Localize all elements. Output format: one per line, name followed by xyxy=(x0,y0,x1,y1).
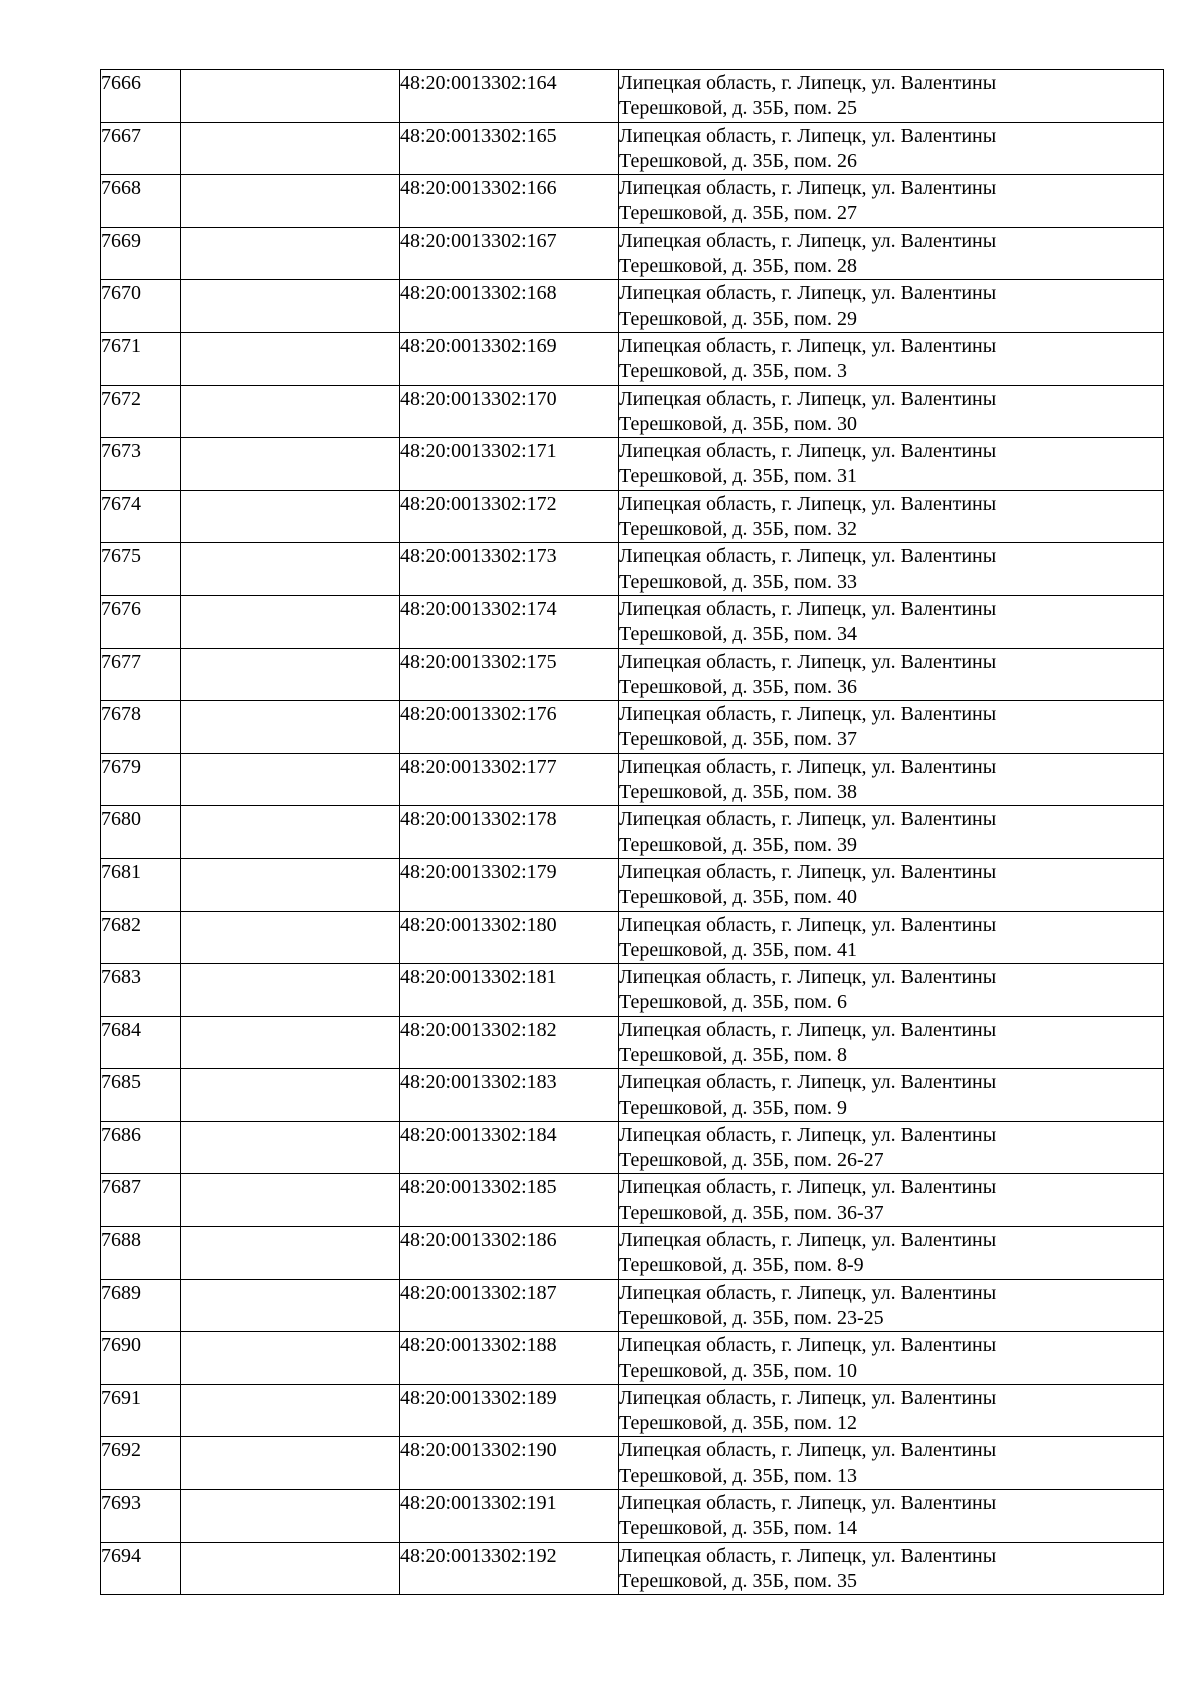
row-number-cell xyxy=(101,70,181,123)
address-line-2: Терешковой, д. 35Б, пом. 8-9 xyxy=(619,1254,864,1277)
cadastral-number-cell xyxy=(400,1490,619,1543)
registry-table-body xyxy=(101,70,1164,1595)
empty-cell xyxy=(181,385,400,438)
cadastral-number-cell xyxy=(400,1542,619,1595)
empty-cell xyxy=(181,1542,400,1595)
address-line-2: Терешковой, д. 35Б, пом. 36 xyxy=(619,675,857,698)
cadastral-number-cell xyxy=(400,70,619,123)
cadastral-number-cell xyxy=(400,1279,619,1332)
empty-cell xyxy=(181,280,400,333)
table-row xyxy=(101,753,1164,806)
empty-cell xyxy=(181,753,400,806)
address-line-1: Липецкая область, г. Липецк, ул. Валентины xyxy=(619,387,997,410)
row-number: 7672 xyxy=(101,387,141,410)
cadastral-number-cell xyxy=(400,438,619,491)
address-line-1: Липецкая область, г. Липецк, ул. Валентины xyxy=(619,229,997,252)
address-line-2: Терешковой, д. 35Б, пом. 6 xyxy=(619,991,847,1014)
row-number: 7676 xyxy=(101,597,141,620)
cadastral-number: 48:20:0013302:167 xyxy=(400,229,557,252)
cadastral-number-cell xyxy=(400,753,619,806)
address-cell xyxy=(619,1490,1164,1543)
table-row xyxy=(101,595,1164,648)
row-number-cell xyxy=(101,595,181,648)
table-row xyxy=(101,858,1164,911)
row-number-cell xyxy=(101,543,181,596)
row-number-cell xyxy=(101,648,181,701)
cadastral-number-cell xyxy=(400,1437,619,1490)
table-row xyxy=(101,1016,1164,1069)
row-number: 7669 xyxy=(101,229,141,252)
address-line-1: Липецкая область, г. Липецк, ул. Валентины xyxy=(619,1492,997,1515)
cadastral-number: 48:20:0013302:190 xyxy=(400,1439,557,1462)
empty-cell xyxy=(181,1384,400,1437)
row-number-cell xyxy=(101,280,181,333)
address-cell xyxy=(619,1227,1164,1280)
table-row xyxy=(101,911,1164,964)
row-number: 7671 xyxy=(101,334,141,357)
row-number-cell xyxy=(101,332,181,385)
empty-cell xyxy=(181,122,400,175)
address-line-1: Липецкая область, г. Липецк, ул. Валентины xyxy=(619,545,997,568)
row-number: 7683 xyxy=(101,966,141,989)
row-number-cell xyxy=(101,175,181,228)
address-line-2: Терешковой, д. 35Б, пом. 41 xyxy=(619,938,857,961)
cadastral-number-cell xyxy=(400,227,619,280)
cadastral-number: 48:20:0013302:179 xyxy=(400,860,557,883)
cadastral-number-cell xyxy=(400,1121,619,1174)
address-cell xyxy=(619,175,1164,228)
address-line-2: Терешковой, д. 35Б, пом. 30 xyxy=(619,412,857,435)
address-line-2: Терешковой, д. 35Б, пом. 35 xyxy=(619,1569,857,1592)
cadastral-number: 48:20:0013302:166 xyxy=(400,177,557,200)
address-line-2: Терешковой, д. 35Б, пом. 26 xyxy=(619,149,857,172)
empty-cell xyxy=(181,701,400,754)
row-number: 7687 xyxy=(101,1176,141,1199)
address-line-1: Липецкая область, г. Липецк, ул. Валентины xyxy=(619,808,997,831)
address-line-2: Терешковой, д. 35Б, пом. 26-27 xyxy=(619,1149,884,1172)
address-line-1: Липецкая область, г. Липецк, ул. Валентины xyxy=(619,1123,997,1146)
table-row xyxy=(101,1121,1164,1174)
address-cell xyxy=(619,1069,1164,1122)
address-cell xyxy=(619,122,1164,175)
table-row xyxy=(101,1332,1164,1385)
cadastral-number-cell xyxy=(400,122,619,175)
address-line-1: Липецкая область, г. Липецк, ул. Валентины xyxy=(619,860,997,883)
address-line-2: Терешковой, д. 35Б, пом. 34 xyxy=(619,623,857,646)
empty-cell xyxy=(181,1227,400,1280)
row-number-cell xyxy=(101,1437,181,1490)
table-row xyxy=(101,1490,1164,1543)
cadastral-number: 48:20:0013302:172 xyxy=(400,492,557,515)
cadastral-number: 48:20:0013302:185 xyxy=(400,1176,557,1199)
row-number-cell xyxy=(101,1227,181,1280)
address-line-1: Липецкая область, г. Липецк, ул. Валентины xyxy=(619,1229,997,1252)
empty-cell xyxy=(181,227,400,280)
row-number-cell xyxy=(101,490,181,543)
address-line-2: Терешковой, д. 35Б, пом. 25 xyxy=(619,97,857,120)
address-cell xyxy=(619,1279,1164,1332)
address-line-2: Терешковой, д. 35Б, пом. 8 xyxy=(619,1043,847,1066)
table-row xyxy=(101,122,1164,175)
table-row xyxy=(101,280,1164,333)
empty-cell xyxy=(181,595,400,648)
empty-cell xyxy=(181,332,400,385)
cadastral-number-cell xyxy=(400,1332,619,1385)
row-number: 7691 xyxy=(101,1386,141,1409)
cadastral-number: 48:20:0013302:164 xyxy=(400,72,557,94)
address-cell xyxy=(619,1384,1164,1437)
empty-cell xyxy=(181,1121,400,1174)
address-line-1: Липецкая область, г. Липецк, ул. Валентины xyxy=(619,1018,997,1041)
cadastral-number-cell xyxy=(400,806,619,859)
row-number-cell xyxy=(101,1279,181,1332)
address-line-2: Терешковой, д. 35Б, пом. 9 xyxy=(619,1096,847,1119)
address-line-2: Терешковой, д. 35Б, пом. 31 xyxy=(619,465,857,488)
empty-cell xyxy=(181,648,400,701)
address-line-1: Липецкая область, г. Липецк, ул. Валентины xyxy=(619,124,997,147)
empty-cell xyxy=(181,543,400,596)
row-number: 7685 xyxy=(101,1071,141,1094)
row-number-cell xyxy=(101,806,181,859)
address-line-1: Липецкая область, г. Липецк, ул. Валентины xyxy=(619,755,997,778)
table-row xyxy=(101,1174,1164,1227)
address-cell xyxy=(619,911,1164,964)
cadastral-number: 48:20:0013302:192 xyxy=(400,1544,557,1567)
table-row xyxy=(101,70,1164,123)
empty-cell xyxy=(181,858,400,911)
cadastral-number: 48:20:0013302:181 xyxy=(400,966,557,989)
address-cell xyxy=(619,490,1164,543)
row-number: 7688 xyxy=(101,1229,141,1252)
address-cell xyxy=(619,1121,1164,1174)
row-number: 7666 xyxy=(101,72,141,94)
address-cell xyxy=(619,1016,1164,1069)
empty-cell xyxy=(181,1332,400,1385)
address-cell xyxy=(619,964,1164,1017)
address-line-2: Терешковой, д. 35Б, пом. 39 xyxy=(619,833,857,856)
empty-cell xyxy=(181,438,400,491)
table-row xyxy=(101,1437,1164,1490)
row-number: 7689 xyxy=(101,1281,141,1304)
cadastral-number-cell xyxy=(400,543,619,596)
empty-cell xyxy=(181,1490,400,1543)
table-row xyxy=(101,175,1164,228)
address-line-2: Терешковой, д. 35Б, пом. 28 xyxy=(619,255,857,278)
row-number-cell xyxy=(101,1069,181,1122)
table-row xyxy=(101,385,1164,438)
address-line-2: Терешковой, д. 35Б, пом. 29 xyxy=(619,307,857,330)
table-row xyxy=(101,1069,1164,1122)
address-line-1: Липецкая область, г. Липецк, ул. Валентины xyxy=(619,1439,997,1462)
row-number: 7667 xyxy=(101,124,141,147)
table-row xyxy=(101,1279,1164,1332)
address-line-2: Терешковой, д. 35Б, пом. 14 xyxy=(619,1517,857,1540)
address-line-2: Терешковой, д. 35Б, пом. 37 xyxy=(619,728,857,751)
row-number: 7684 xyxy=(101,1018,141,1041)
address-line-1: Липецкая область, г. Липецк, ул. Валентины xyxy=(619,282,997,305)
row-number-cell xyxy=(101,858,181,911)
empty-cell xyxy=(181,490,400,543)
cadastral-number-cell xyxy=(400,964,619,1017)
row-number: 7674 xyxy=(101,492,141,515)
address-line-1: Липецкая область, г. Липецк, ул. Валентины xyxy=(619,1176,997,1199)
address-line-1: Липецкая область, г. Липецк, ул. Валентины xyxy=(619,703,997,726)
cadastral-number-cell xyxy=(400,1016,619,1069)
cadastral-number: 48:20:0013302:175 xyxy=(400,650,557,673)
empty-cell xyxy=(181,806,400,859)
row-number: 7693 xyxy=(101,1492,141,1515)
cadastral-number: 48:20:0013302:173 xyxy=(400,545,557,568)
row-number: 7682 xyxy=(101,913,141,936)
row-number-cell xyxy=(101,701,181,754)
address-line-1: Липецкая область, г. Липецк, ул. Валентины xyxy=(619,966,997,989)
cadastral-number: 48:20:0013302:171 xyxy=(400,440,557,463)
address-line-2: Терешковой, д. 35Б, пом. 23-25 xyxy=(619,1306,884,1329)
cadastral-number: 48:20:0013302:187 xyxy=(400,1281,557,1304)
cadastral-number: 48:20:0013302:174 xyxy=(400,597,557,620)
cadastral-number-cell xyxy=(400,595,619,648)
row-number: 7678 xyxy=(101,703,141,726)
cadastral-number: 48:20:0013302:177 xyxy=(400,755,557,778)
table-row xyxy=(101,648,1164,701)
cadastral-number-cell xyxy=(400,1384,619,1437)
address-line-1: Липецкая область, г. Липецк, ул. Валентины xyxy=(619,440,997,463)
row-number-cell xyxy=(101,964,181,1017)
empty-cell xyxy=(181,70,400,123)
cadastral-number-cell xyxy=(400,332,619,385)
cadastral-number: 48:20:0013302:168 xyxy=(400,282,557,305)
address-line-2: Терешковой, д. 35Б, пом. 36-37 xyxy=(619,1201,884,1224)
row-number: 7694 xyxy=(101,1544,141,1567)
address-cell xyxy=(619,280,1164,333)
row-number: 7677 xyxy=(101,650,141,673)
table-row xyxy=(101,1384,1164,1437)
cadastral-number: 48:20:0013302:165 xyxy=(400,124,557,147)
table-row xyxy=(101,227,1164,280)
row-number-cell xyxy=(101,1016,181,1069)
empty-cell xyxy=(181,1016,400,1069)
empty-cell xyxy=(181,175,400,228)
cadastral-number: 48:20:0013302:178 xyxy=(400,808,557,831)
address-line-1: Липецкая область, г. Липецк, ул. Валентины xyxy=(619,1281,997,1304)
address-cell xyxy=(619,595,1164,648)
row-number-cell xyxy=(101,438,181,491)
address-cell xyxy=(619,648,1164,701)
cadastral-number: 48:20:0013302:169 xyxy=(400,334,557,357)
row-number-cell xyxy=(101,1490,181,1543)
property-registry-table xyxy=(100,69,1164,1595)
address-line-2: Терешковой, д. 35Б, пом. 13 xyxy=(619,1464,857,1487)
cadastral-number: 48:20:0013302:176 xyxy=(400,703,557,726)
empty-cell xyxy=(181,1069,400,1122)
row-number-cell xyxy=(101,1542,181,1595)
row-number: 7686 xyxy=(101,1123,141,1146)
empty-cell xyxy=(181,911,400,964)
table-row xyxy=(101,1542,1164,1595)
cadastral-number: 48:20:0013302:183 xyxy=(400,1071,557,1094)
cadastral-number: 48:20:0013302:186 xyxy=(400,1229,557,1252)
address-line-1: Липецкая область, г. Липецк, ул. Валентины xyxy=(619,1544,997,1567)
empty-cell xyxy=(181,1279,400,1332)
address-cell xyxy=(619,701,1164,754)
table-row xyxy=(101,806,1164,859)
table-row xyxy=(101,964,1164,1017)
address-line-1: Липецкая область, г. Липецк, ул. Валентины xyxy=(619,1071,997,1094)
address-line-1: Липецкая область, г. Липецк, ул. Валентины xyxy=(619,334,997,357)
address-cell xyxy=(619,1174,1164,1227)
address-line-2: Терешковой, д. 35Б, пом. 10 xyxy=(619,1359,857,1382)
row-number-cell xyxy=(101,385,181,438)
address-cell xyxy=(619,70,1164,123)
row-number: 7668 xyxy=(101,177,141,200)
address-cell xyxy=(619,438,1164,491)
address-line-1: Липецкая область, г. Липецк, ул. Валентины xyxy=(619,650,997,673)
table-row xyxy=(101,701,1164,754)
row-number-cell xyxy=(101,1384,181,1437)
row-number: 7681 xyxy=(101,860,141,883)
cadastral-number-cell xyxy=(400,280,619,333)
cadastral-number-cell xyxy=(400,648,619,701)
address-cell xyxy=(619,1332,1164,1385)
address-line-2: Терешковой, д. 35Б, пом. 38 xyxy=(619,781,857,804)
address-line-2: Терешковой, д. 35Б, пом. 3 xyxy=(619,360,847,383)
cadastral-number: 48:20:0013302:170 xyxy=(400,387,557,410)
address-cell xyxy=(619,753,1164,806)
address-cell xyxy=(619,1542,1164,1595)
row-number-cell xyxy=(101,753,181,806)
table-row xyxy=(101,332,1164,385)
table-row xyxy=(101,490,1164,543)
address-cell xyxy=(619,858,1164,911)
address-cell xyxy=(619,1437,1164,1490)
table-row xyxy=(101,1227,1164,1280)
cadastral-number-cell xyxy=(400,1227,619,1280)
row-number: 7680 xyxy=(101,808,141,831)
row-number: 7670 xyxy=(101,282,141,305)
cadastral-number: 48:20:0013302:180 xyxy=(400,913,557,936)
row-number: 7675 xyxy=(101,545,141,568)
address-line-1: Липецкая область, г. Липецк, ул. Валентины xyxy=(619,597,997,620)
address-line-2: Терешковой, д. 35Б, пом. 32 xyxy=(619,518,857,541)
cadastral-number: 48:20:0013302:182 xyxy=(400,1018,557,1041)
row-number-cell xyxy=(101,227,181,280)
cadastral-number-cell xyxy=(400,858,619,911)
row-number-cell xyxy=(101,1332,181,1385)
cadastral-number-cell xyxy=(400,385,619,438)
address-line-2: Терешковой, д. 35Б, пом. 40 xyxy=(619,886,857,909)
row-number: 7679 xyxy=(101,755,141,778)
address-line-1: Липецкая область, г. Липецк, ул. Валентины xyxy=(619,72,997,94)
address-cell xyxy=(619,806,1164,859)
address-line-2: Терешковой, д. 35Б, пом. 12 xyxy=(619,1412,857,1435)
address-line-2: Терешковой, д. 35Б, пом. 27 xyxy=(619,202,857,225)
row-number-cell xyxy=(101,1121,181,1174)
cadastral-number-cell xyxy=(400,1069,619,1122)
cadastral-number: 48:20:0013302:188 xyxy=(400,1334,557,1357)
row-number-cell xyxy=(101,122,181,175)
cadastral-number-cell xyxy=(400,1174,619,1227)
cadastral-number-cell xyxy=(400,175,619,228)
empty-cell xyxy=(181,1174,400,1227)
row-number: 7690 xyxy=(101,1334,141,1357)
cadastral-number: 48:20:0013302:191 xyxy=(400,1492,557,1515)
row-number-cell xyxy=(101,1174,181,1227)
row-number: 7692 xyxy=(101,1439,141,1462)
address-cell xyxy=(619,227,1164,280)
address-cell xyxy=(619,385,1164,438)
empty-cell xyxy=(181,1437,400,1490)
address-line-1: Липецкая область, г. Липецк, ул. Валентины xyxy=(619,1386,997,1409)
cadastral-number-cell xyxy=(400,490,619,543)
cadastral-number-cell xyxy=(400,911,619,964)
address-line-1: Липецкая область, г. Липецк, ул. Валентины xyxy=(619,177,997,200)
table-row xyxy=(101,543,1164,596)
address-line-2: Терешковой, д. 35Б, пом. 33 xyxy=(619,570,857,593)
cadastral-number: 48:20:0013302:184 xyxy=(400,1123,557,1146)
empty-cell xyxy=(181,964,400,1017)
address-line-1: Липецкая область, г. Липецк, ул. Валентины xyxy=(619,1334,997,1357)
row-number: 7673 xyxy=(101,440,141,463)
cadastral-number-cell xyxy=(400,701,619,754)
cadastral-number: 48:20:0013302:189 xyxy=(400,1386,557,1409)
address-line-1: Липецкая область, г. Липецк, ул. Валентины xyxy=(619,492,997,515)
address-line-1: Липецкая область, г. Липецк, ул. Валентины xyxy=(619,913,997,936)
table-row xyxy=(101,438,1164,491)
address-cell xyxy=(619,332,1164,385)
address-cell xyxy=(619,543,1164,596)
row-number-cell xyxy=(101,911,181,964)
